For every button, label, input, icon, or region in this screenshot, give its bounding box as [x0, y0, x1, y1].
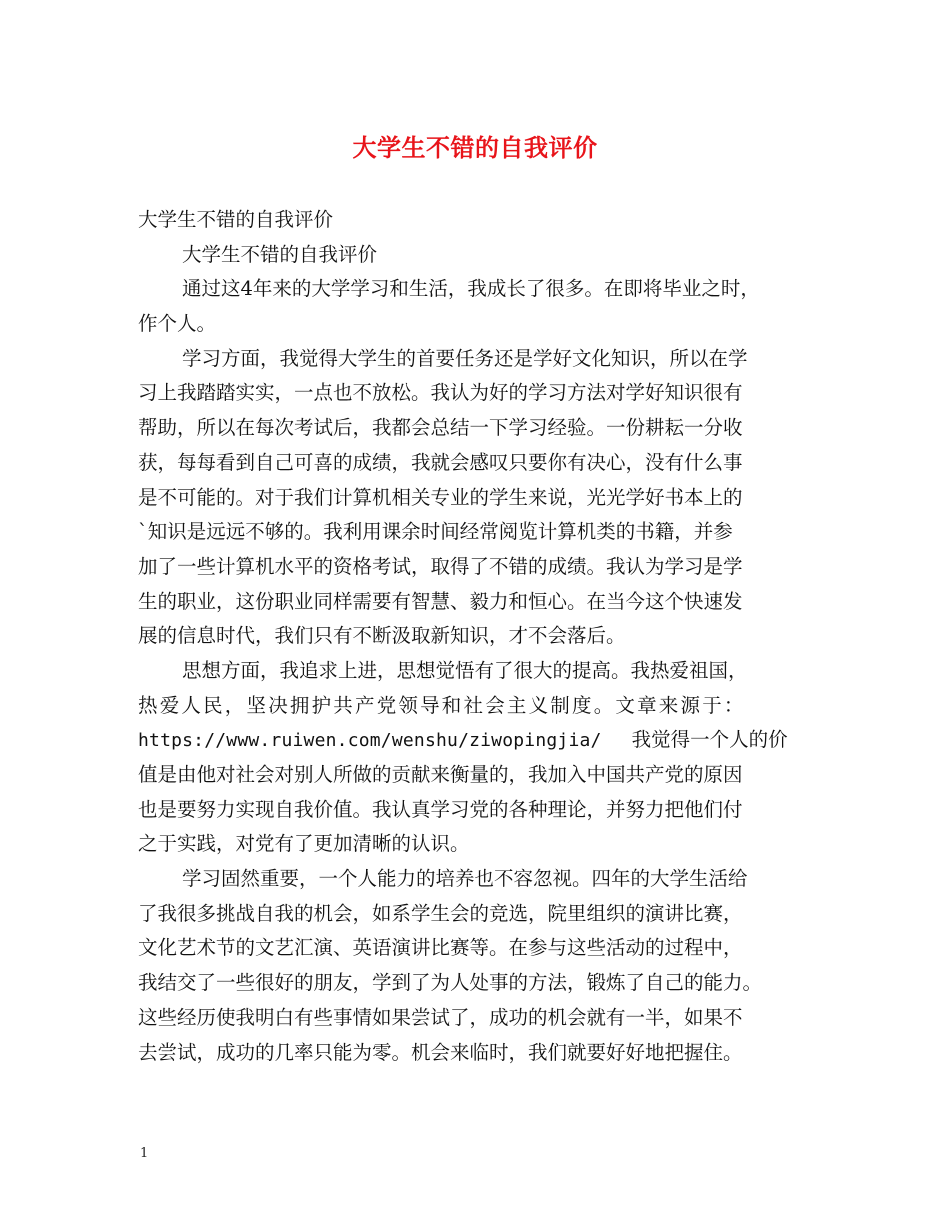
text-line: 这些经历使我明白有些事情如果尝试了，成功的机会就有一半，如果不	[138, 1005, 743, 1029]
text-line: 通过这4年来的大学学习和生活，我成长了很多。在即将毕业之时，	[182, 277, 760, 301]
document-title: 大学生不错的自我评价	[352, 133, 598, 162]
text-line: 加了一些计算机水平的资格考试，取得了不错的成绩。我认为学习是学	[138, 554, 743, 578]
page-number: 1	[140, 1146, 149, 1161]
text-line: `知识是远远不够的。我利用课余时间经常阅览计算机类的书籍，并参	[138, 520, 733, 544]
text-line: 生的职业，这份职业同样需要有智慧、毅力和恒心。在当今这个快速发	[138, 589, 743, 613]
text-line: 学习固然重要，一个人能力的培养也不容忽视。四年的大学生活给	[182, 867, 748, 891]
text-line: 去尝试，成功的几率只能为零。机会来临时，我们就要好好地把握住。	[138, 1040, 743, 1064]
text-line: 获，每每看到自己可喜的成绩，我就会感叹只要你有决心，没有什么事	[138, 450, 743, 474]
text-line: 作个人。	[138, 312, 217, 336]
text-line: 也是要努力实现自我价值。我认真学习党的各种理论，并努力把他们付	[138, 797, 743, 821]
text-line: 习上我踏踏实实，一点也不放松。我认为好的学习方法对学好知识很有	[138, 381, 743, 405]
text-line: 大学生不错的自我评价	[182, 242, 378, 266]
text-line: 大学生不错的自我评价	[138, 208, 334, 231]
text-line-with-url	[138, 723, 828, 758]
text-line: 展的信息时代，我们只有不断汲取新知识，才不会落后。	[138, 624, 626, 648]
document-body	[138, 203, 828, 1070]
text-line: 文化艺术节的文艺汇演、英语演讲比赛等。在参与这些活动的过程中，	[138, 936, 743, 960]
text-line: 热爱人民，坚决拥护共产党领导和社会主义制度。文章来源于：	[138, 693, 746, 717]
text-line: 值是由他对社会对别人所做的贡献来衡量的，我加入中国共产党的原因	[138, 763, 743, 786]
text-line: 思想方面，我追求上进，思想觉悟有了很大的提高。我热爱祖国，	[182, 658, 748, 682]
text-line: 之于实践，对党有了更加清晰的认识。	[138, 832, 470, 856]
text-line: 了我很多挑战自我的机会，如系学生会的竞选，院里组织的演讲比赛，	[138, 901, 743, 925]
text-line: 是不可能的。对于我们计算机相关专业的学生来说，光光学好书本上的	[138, 485, 743, 509]
text-line: 学习方面，我觉得大学生的首要任务还是学好文化知识，所以在学	[182, 346, 748, 370]
source-url-link[interactable]: https://www.ruiwen.com/wenshu/ziwopingjia/	[138, 730, 602, 752]
text-fragment: 我觉得一个人的价	[631, 728, 788, 752]
text-line: 帮助，所以在每次考试后，我都会总结一下学习经验。一份耕耘一分收	[138, 416, 743, 440]
text-line: 我结交了一些很好的朋友，学到了为人处事的方法，锻炼了自己的能力。	[138, 971, 763, 995]
